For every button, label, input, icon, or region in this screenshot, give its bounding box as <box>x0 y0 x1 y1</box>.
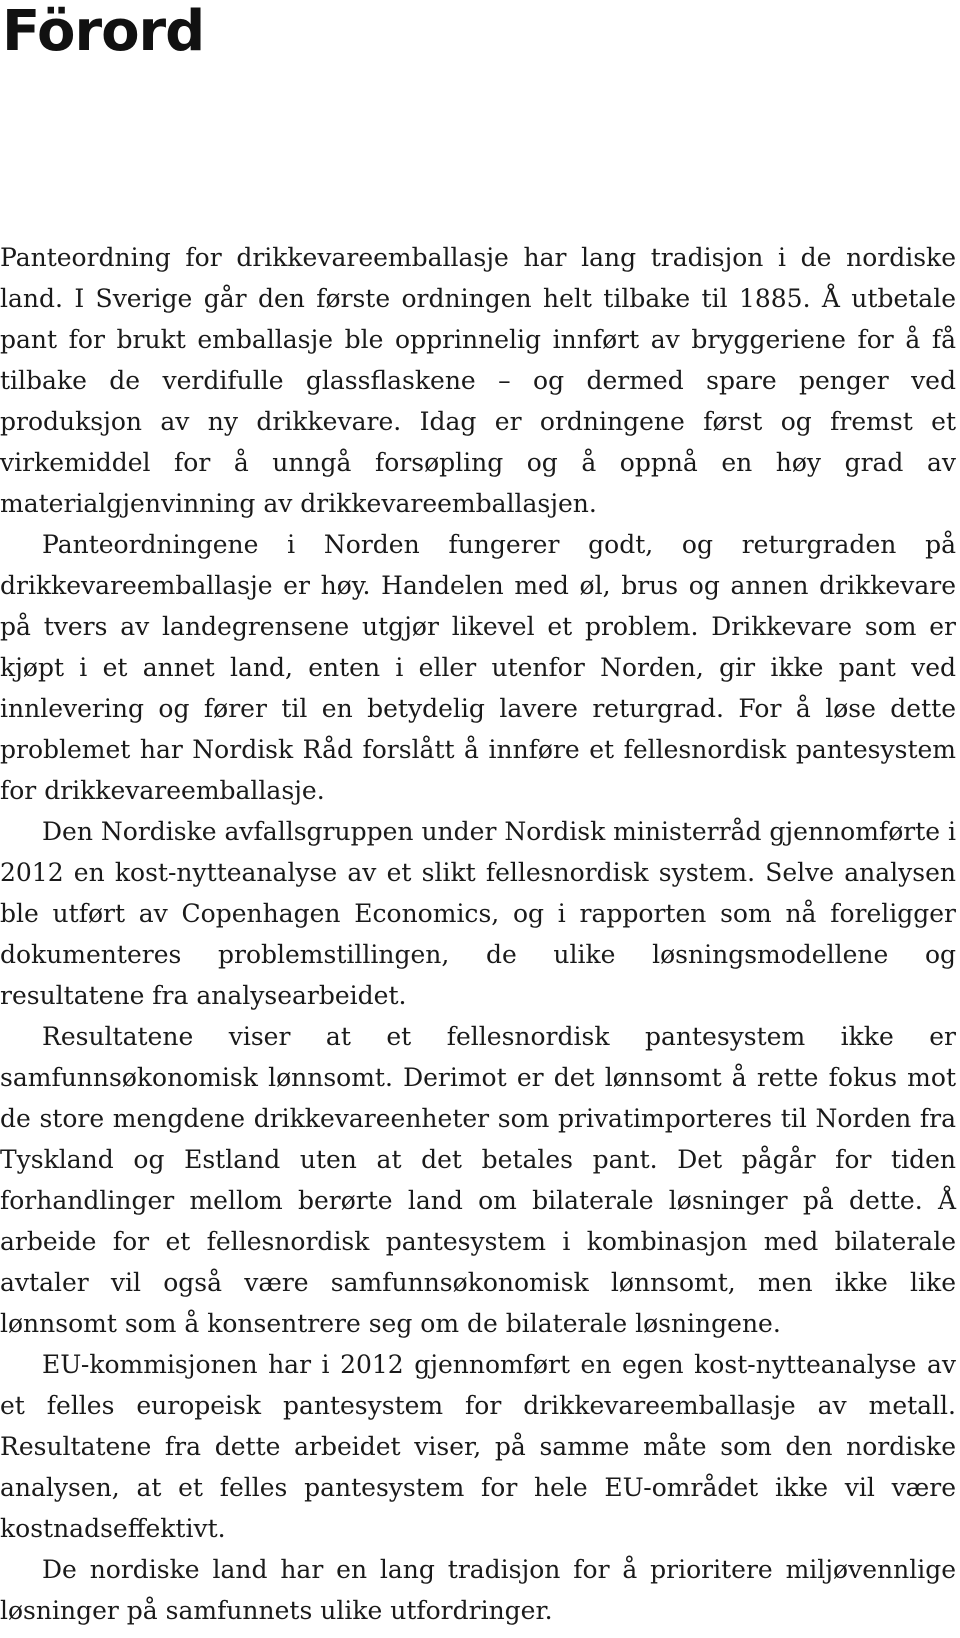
page-title: Förord <box>2 0 205 64</box>
paragraph-5: EU-kommisjonen har i 2012 gjennomført en egen kost-nytteanalyse av et felles europeisk pantesystem for drikkevareemballasje av metall. Resultatene fra dette arbeidet viser, på samme måte som den nordiske analysen, at et felles pantesystem for hele EU-området ikke vil være kostnadseffektivt. <box>0 1350 956 1543</box>
paragraph-6: De nordiske land har en lang tradisjon for å prioritere miljøvennlige løsninger på samfunnets ulike utfordringer. <box>0 1555 956 1625</box>
paragraph-3: Den Nordiske avfallsgruppen under Nordisk ministerråd gjennomførte i 2012 en kost-nytteanalyse av et slikt fellesnordisk system. Selve analysen ble utført av Copenhagen Economics, og i rapporten som nå foreligger dokumenteres problemstillingen, de ulike løsningsmodellene og resultatene fra analysearbeidet. <box>0 817 956 1010</box>
paragraph-4: Resultatene viser at et fellesnordisk pantesystem ikke er samfunnsøkonomisk lønnsomt. Derimot er det lønnsomt å rette fokus mot de store mengdene drikkevareenheter som privatimporteres til Norden fra Tyskland og Estland uten at det betales pant. Det pågår for tiden forhandlinger mellom berørte land om bilaterale løsninger på dette. Å arbeide for et fellesnordisk pantesystem i kombinasjon med bilaterale avtaler vil også være samfunnsøkonomisk lønnsomt, men ikke like lønnsomt som å konsentrere seg om de bilaterale løsningene. <box>0 1022 956 1338</box>
body-text <box>0 237 956 1631</box>
paragraph-2: Panteordningene i Norden fungerer godt, og returgraden på drikkevareemballasje er høy. Handelen med øl, brus og annen drikkevare på tvers av landegrensene utgjør likevel et problem. Drikkevare som er kjøpt i et annet land, enten i eller utenfor Norden, gir ikke pant ved innlevering og fører til en betydelig lavere returgrad. For å løse dette problemet har Nordisk Råd forslått å innføre et fellesnordisk pantesystem for drikkevareemballasje. <box>0 530 956 805</box>
paragraph-1: Panteordning for drikkevareemballasje har lang tradisjon i de nordiske land. I Sverige går den første ordningen helt tilbake til 1885. Å utbetale pant for brukt emballasje ble opprinnelig innført av bryggeriene for å få tilbake de verdifulle glassflaskene – og dermed spare penger ved produksjon av ny drikkevare. Idag er ordningene først og fremst et virkemiddel for å unngå forsøpling og å oppnå en høy grad av materialgjenvinning av drikkevareemballasjen. <box>0 243 956 518</box>
